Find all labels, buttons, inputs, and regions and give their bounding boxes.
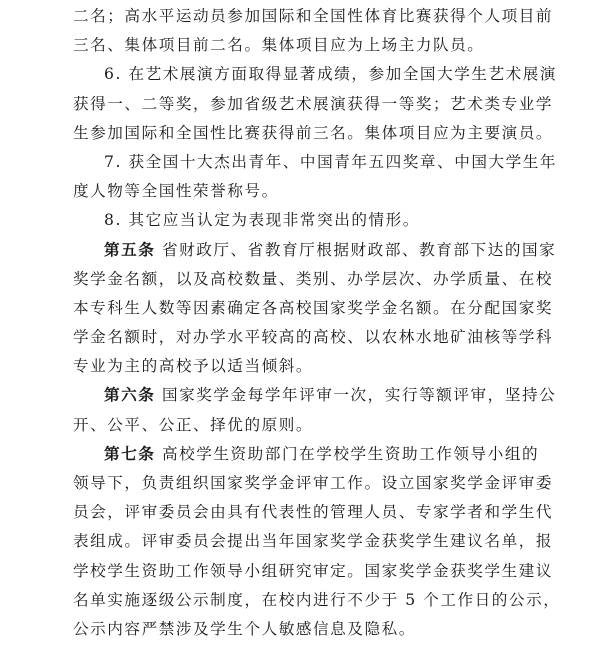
article-5-first-line: [73, 236, 557, 265]
article-heading: 第五条: [104, 240, 156, 259]
text-line: 二名；高水平运动员参加国际和全国性体育比赛获得个人项目前: [73, 7, 554, 25]
article-text: 高校学生资助部门在学校学生资助工作领导小组的: [161, 444, 540, 463]
article-7-first-line: [73, 440, 540, 469]
text-line: 学金名额时，对办学水平较高的高校、以农林水地矿油核等学科: [73, 328, 554, 347]
article-heading: 第七条: [104, 444, 156, 463]
text-line: 本专科生人数等因素确定各高校国家奖学金名额。在分配国家奖: [73, 298, 554, 317]
list-item-6-line: 6. 在艺术展演方面取得显著成绩，参加全国大学生艺术展演: [104, 65, 558, 84]
text-line: 员会，评审委员会由具有代表性的管理人员、专家学者和学生代: [73, 503, 554, 522]
text-line: 度人物等全国性荣誉称号。: [73, 182, 279, 201]
article-text: 国家奖学金每学年评审一次，实行等额评审，坚持公: [161, 386, 557, 405]
article-heading: 第六条: [104, 386, 156, 405]
text-line: 表组成。评审委员会提出当年国家奖学金获奖学生建议名单，报: [73, 532, 554, 551]
text-line: 领导下，负责组织国家奖学金评审工作。设立国家奖学金评审委: [73, 474, 554, 492]
article-text: 省财政厅、省教育厅根据财政部、教育部下达的国家: [161, 240, 557, 259]
text-line: 专业为主的高校予以适当倾斜。: [73, 357, 314, 376]
text-line: 三名、集体项目前二名。集体项目应为上场主力队员。: [73, 36, 485, 55]
text-line: 公示内容严禁涉及学生个人敏感信息及隐私。: [73, 619, 416, 638]
text-line: 奖学金名额，以及高校数量、类别、办学层次、办学质量、在校: [73, 269, 554, 288]
text-line: 学校学生资助工作领导小组研究审定。国家奖学金获奖学生建议: [73, 561, 554, 580]
article-6-first-line: [73, 381, 557, 410]
text-line: 开、公平、公正、择优的原则。: [73, 415, 314, 434]
list-item-7-line: 7. 获全国十大杰出青年、中国青年五四奖章、中国大学生年: [104, 152, 558, 171]
document-page: [73, 0, 561, 644]
list-item-8-line: 8. 其它应当认定为表现非常突出的情形。: [104, 211, 420, 230]
text-line: 名单实施逐级公示制度，在校内进行不少于 5 个工作日的公示，: [73, 590, 561, 609]
text-line: 生参加国际和全国性比赛获得前三名。集体项目应为主要演员。: [73, 123, 554, 142]
text-line: 获得一、二等奖，参加省级艺术展演获得一等奖；艺术类专业学: [73, 94, 554, 113]
